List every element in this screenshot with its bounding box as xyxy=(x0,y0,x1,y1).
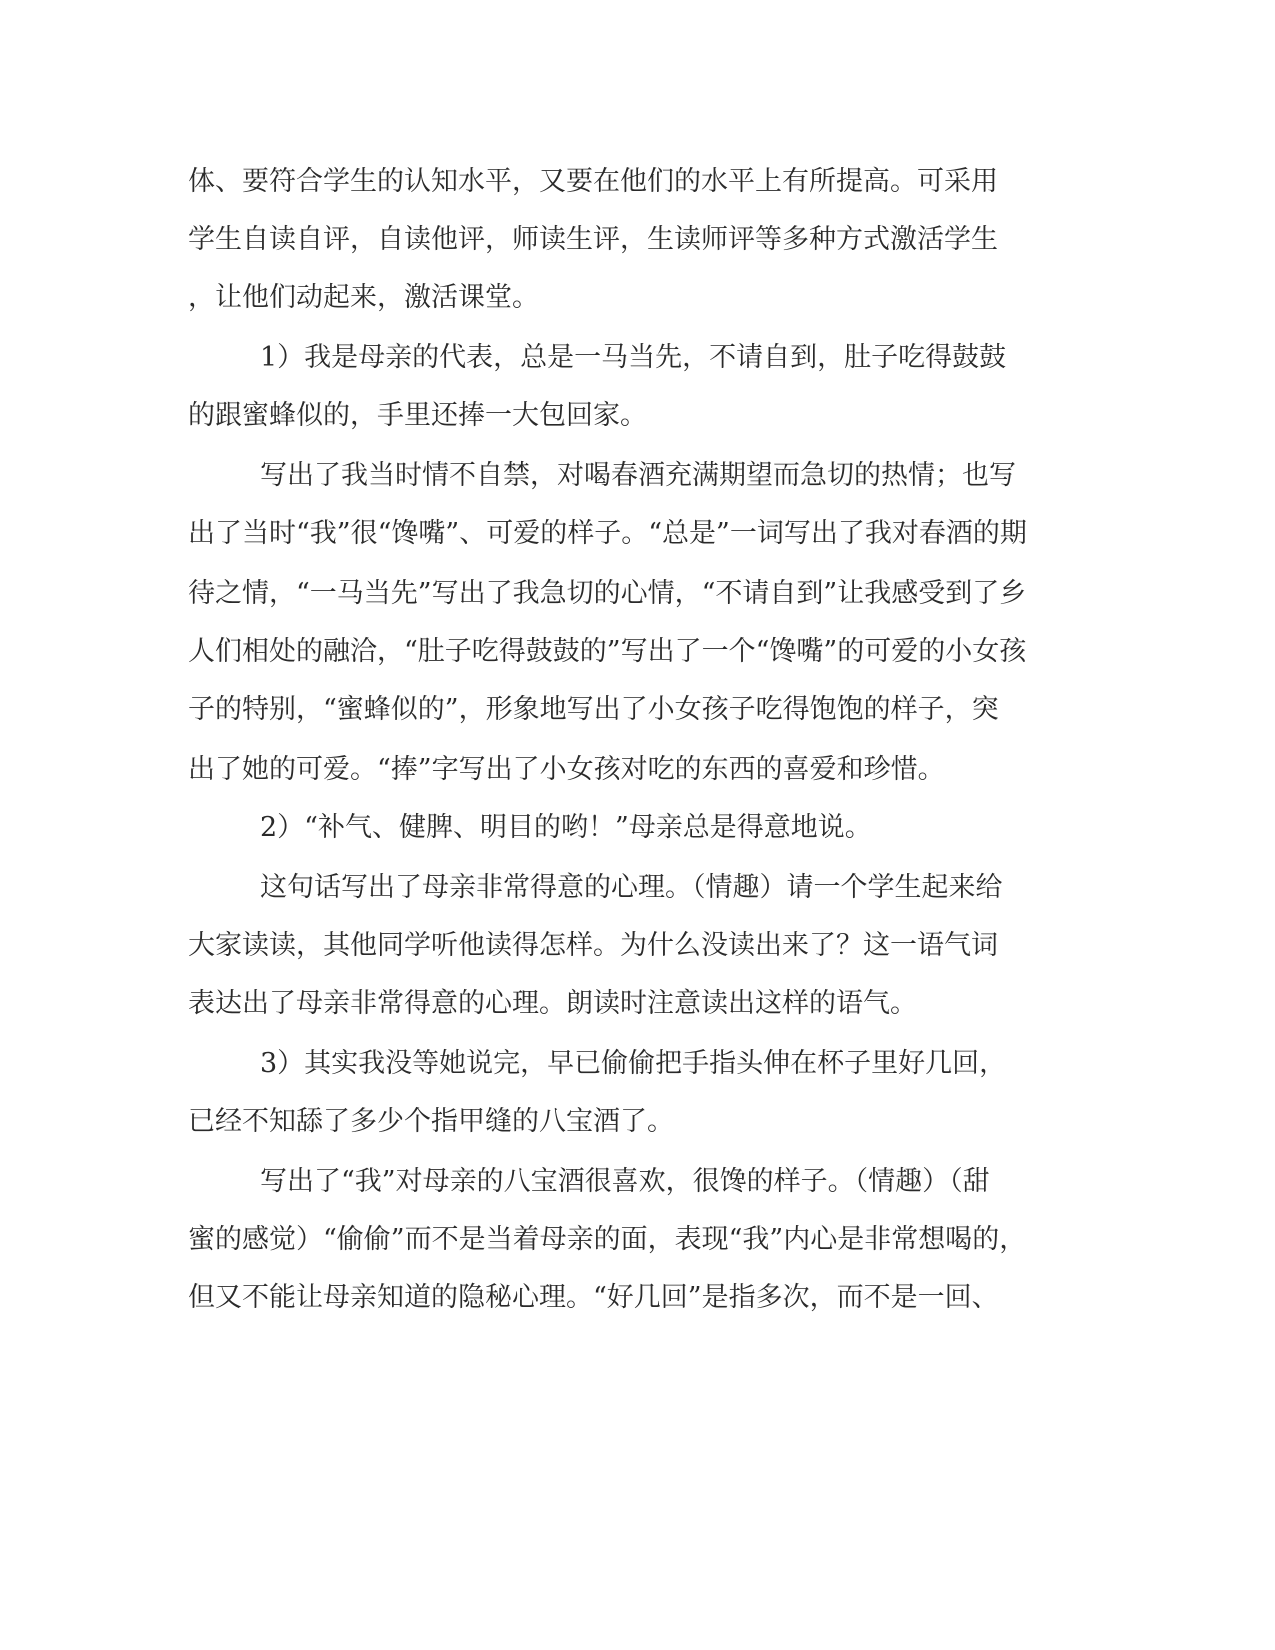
text-line: 的跟蜜蜂似的，手里还捧一大包回家。 xyxy=(188,400,647,431)
text-line: 这句话写出了母亲非常得意的心理。（情趣）请一个学生起来给 xyxy=(260,872,1003,903)
text-line: 写出了“我”对母亲的八宝酒很喜欢，很馋的样子。（情趣）（甜 xyxy=(260,1166,990,1197)
text-line: 体、要符合学生的认知水平，又要在他们的水平上有所提高。可采用 xyxy=(188,166,998,197)
text-line: 人们相处的融洽，“肚子吃得鼓鼓的”写出了一个“馋嘴”的可爱的小女孩 xyxy=(188,636,1027,667)
text-line: 大家读读，其他同学听他读得怎样。为什么没读出来了？这一语气词 xyxy=(188,930,998,961)
text-line: 子的特别，“蜜蜂似的”，形象地写出了小女孩子吃得饱饱的样子，突 xyxy=(188,694,999,725)
text-line: 学生自读自评，自读他评，师读生评，生读师评等多种方式激活学生 xyxy=(188,224,998,255)
text-line: 出了她的可爱。“捧”字写出了小女孩对吃的东西的喜爱和珍惜。 xyxy=(188,754,945,785)
text-line: 已经不知舔了多少个指甲缝的八宝酒了。 xyxy=(188,1106,674,1137)
text-line: 3）其实我没等她说完，早已偷偷把手指头伸在杯子里好几回， xyxy=(260,1048,1007,1079)
text-line: 待之情，“一马当先”写出了我急切的心情，“不请自到”让我感受到了乡 xyxy=(188,578,1027,609)
text-line: 出了当时“我”很“馋嘴”、可爱的样子。“总是”一词写出了我对春酒的期 xyxy=(188,518,1027,549)
text-line: 蜜的感觉）“偷偷”而不是当着母亲的面，表现“我”内心是非常想喝的， xyxy=(188,1224,1027,1255)
text-line: 但又不能让母亲知道的隐秘心理。“好几回”是指多次，而不是一回、 xyxy=(188,1282,999,1313)
text-line: 1）我是母亲的代表，总是一马当先，不请自到，肚子吃得鼓鼓 xyxy=(260,342,1007,373)
text-line: ，让他们动起来，激活课堂。 xyxy=(188,282,539,313)
text-line: 写出了我当时情不自禁，对喝春酒充满期望而急切的热情；也写 xyxy=(260,460,1016,491)
text-line: 2）“补气、健脾、明目的哟！”母亲总是得意地说。 xyxy=(260,812,872,843)
text-line: 表达出了母亲非常得意的心理。朗读时注意读出这样的语气。 xyxy=(188,988,917,1019)
